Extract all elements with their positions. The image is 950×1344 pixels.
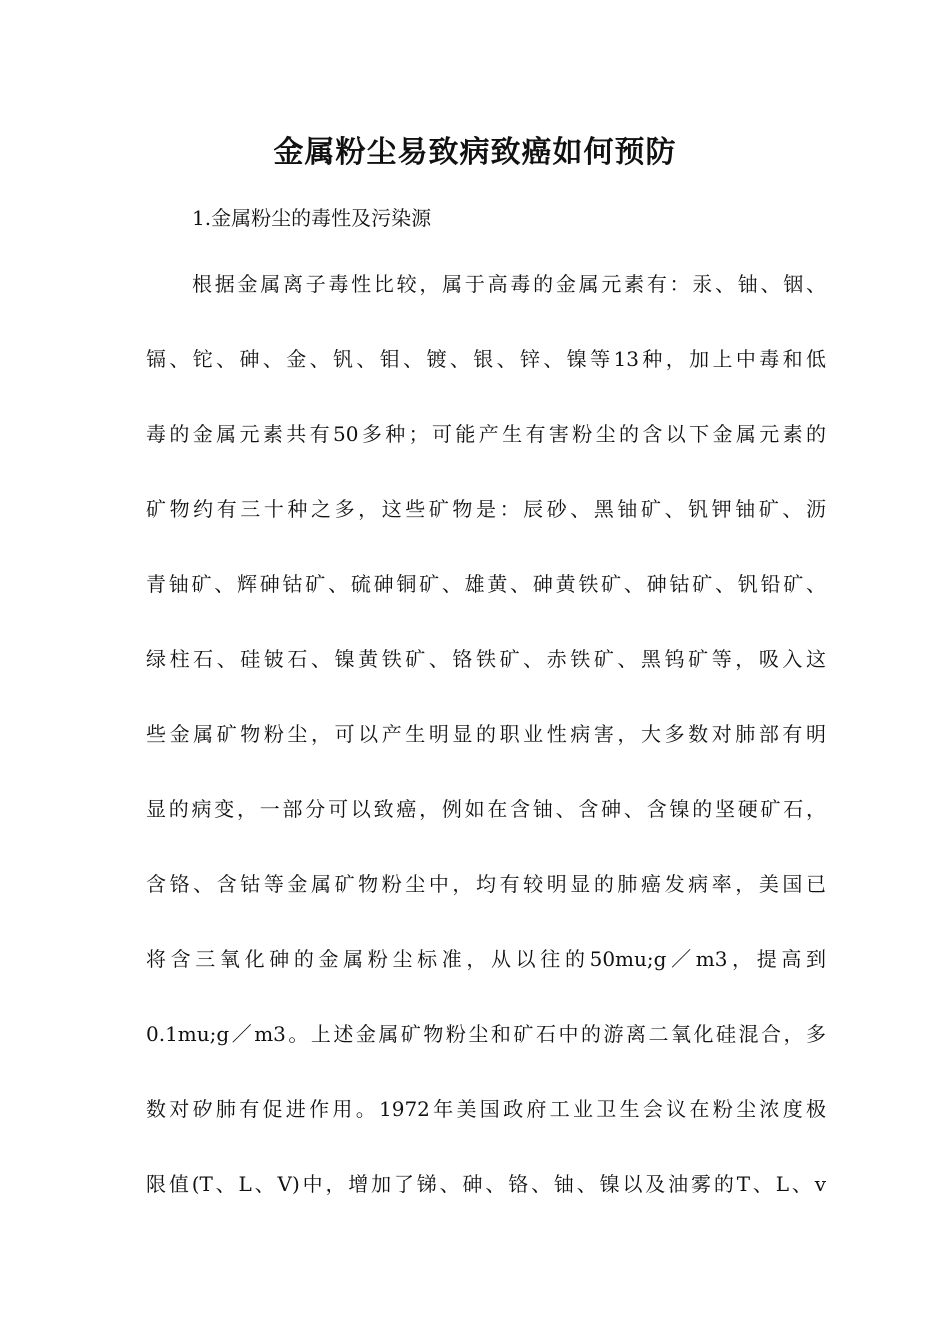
paragraph-line-3: 毒的金属元素共有50多种；可能产生有害粉尘的含以下金属元素的 xyxy=(146,422,826,446)
paragraph-line-4: 矿物约有三十种之多，这些矿物是：辰砂、黑铀矿、钒钾铀矿、沥 xyxy=(146,497,826,521)
paragraph-line-7: 些金属矿物粉尘，可以产生明显的职业性病害，大多数对肺部有明 xyxy=(146,722,826,746)
paragraph-line-11: 0.1mu;g／m3。上述金属矿物粉尘和矿石中的游离二氧化硅混合，多 xyxy=(146,1022,826,1046)
paragraph-line-2: 镉、铊、砷、金、钒、钼、镀、银、锌、镍等13种，加上中毒和低 xyxy=(146,347,826,371)
paragraph-line-9: 含铬、含钴等金属矿物粉尘中，均有较明显的肺癌发病率，美国已 xyxy=(146,872,826,896)
paragraph-line-10: 将含三氧化砷的金属粉尘标准，从以往的50mu;g／m3，提高到 xyxy=(146,947,826,971)
paragraph-line-12: 数对矽肺有促进作用。1972年美国政府工业卫生会议在粉尘浓度极 xyxy=(146,1097,826,1121)
section-heading: 1.金属粉尘的毒性及污染源 xyxy=(192,206,432,230)
paragraph-line-13: 限值(T、L、V)中，增加了锑、砷、铬、铀、镍以及油雾的T、L、v xyxy=(146,1172,826,1196)
paragraph-line-1: 根据金属离子毒性比较，属于高毒的金属元素有：汞、铀、铟、 xyxy=(192,272,826,296)
page-title: 金属粉尘易致病致癌如何预防 xyxy=(273,135,677,170)
paragraph-line-5: 青铀矿、辉砷钴矿、硫砷铜矿、雄黄、砷黄铁矿、砷钴矿、钒铅矿、 xyxy=(146,572,826,596)
paragraph-line-6: 绿柱石、硅铍石、镍黄铁矿、铬铁矿、赤铁矿、黑钨矿等，吸入这 xyxy=(146,647,826,671)
paragraph-line-8: 显的病变，一部分可以致癌，例如在含铀、含砷、含镍的坚硬矿石， xyxy=(146,797,826,821)
